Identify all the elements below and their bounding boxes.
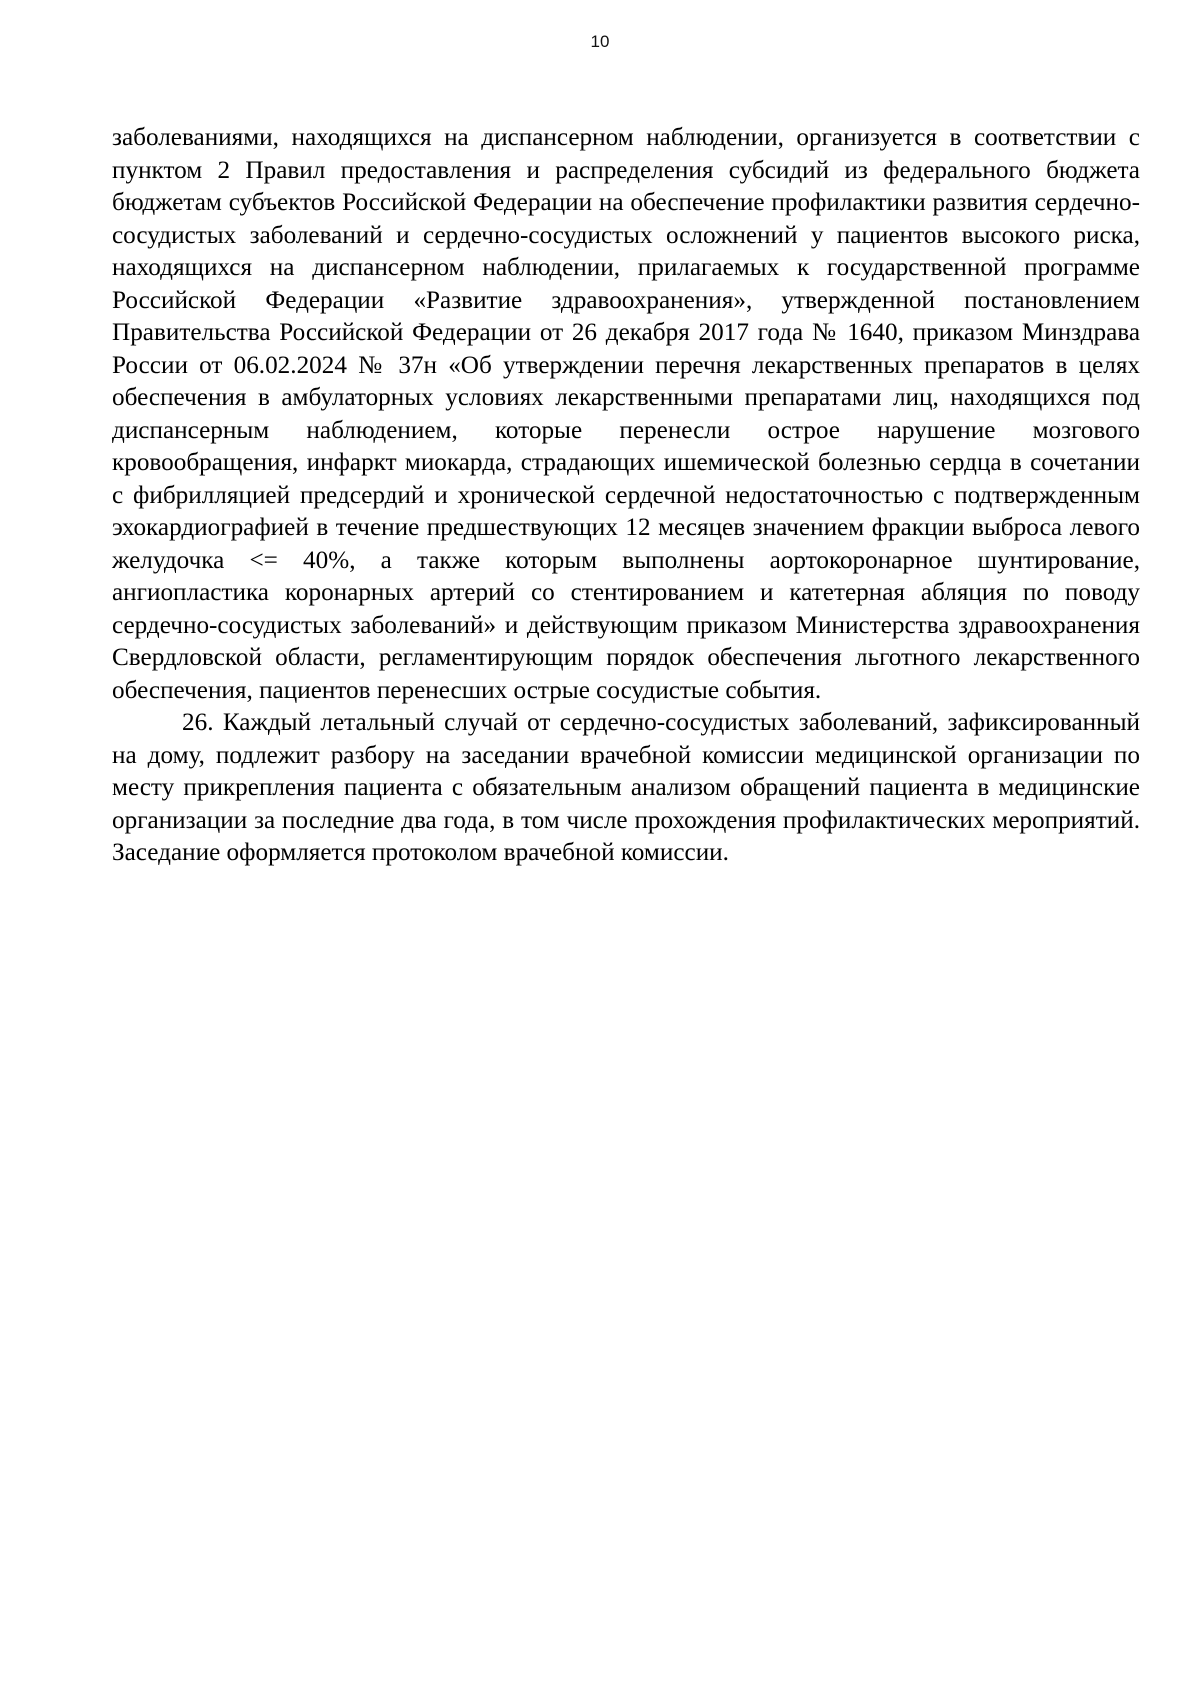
paragraph-continuation: заболеваниями, находящихся на диспансерном наблюдении, организуется в соответствии с пунктом 2 Правил предоставления и распределения субсидий из федерального бюджета бюджетам субъектов Российской Федерации на обеспечение профилактики развития сердечно-сосудистых заболеваний и сердечно-сосудистых осложнений у пациентов высокого риска, находящихся на диспансерном наблюдении, прилагаемых к государственной программе Российской Федерации «Развитие здравоохранения», утвержденной постановлением Правительства Российской Федерации от 26 декабря 2017 года № 1640, приказом Минздрава России от 06.02.2024 № 37н «Об утверждении перечня лекарственных препаратов в целях обеспечения в амбулаторных условиях лекарственными препаратами лиц, находящихся под диспансерным наблюдением, которые перенесли острое нарушение мозгового кровообращения, инфаркт миокарда, страдающих ишемической болезнью сердца в сочетании с фибрилляцией предсердий и хронической сердечной недостаточностью с подтвержденным эхокардиографией в течение предшествующих 12 месяцев значением фракции выброса левого желудочка <= 40%, а также которым выполнены аортокоронарное шунтирование, ангиопластика коронарных артерий со стентированием и катетерная абляция по поводу сердечно-сосудистых заболеваний» и действующим приказом Министерства здравоохранения Свердловской области, регламентирующим порядок обеспечения льготного лекарственного обеспечения, пациентов перенесших острые сосудистые события. <box>112 124 1140 704</box>
page-number: 10 <box>590 32 610 51</box>
paragraph-item-26: 26. Каждый летальный случай от сердечно-сосудистых заболеваний, зафиксированный на дому, подлежит разбору на заседании врачебной комиссии медицинской организации по месту прикрепления пациента с обязательным анализом обращений пациента в медицинские организации за последние два года, в том числе прохождения профилактических мероприятий. Заседание оформляется протоколом врачебной комиссии. <box>112 709 1140 866</box>
document-body <box>112 122 1140 870</box>
